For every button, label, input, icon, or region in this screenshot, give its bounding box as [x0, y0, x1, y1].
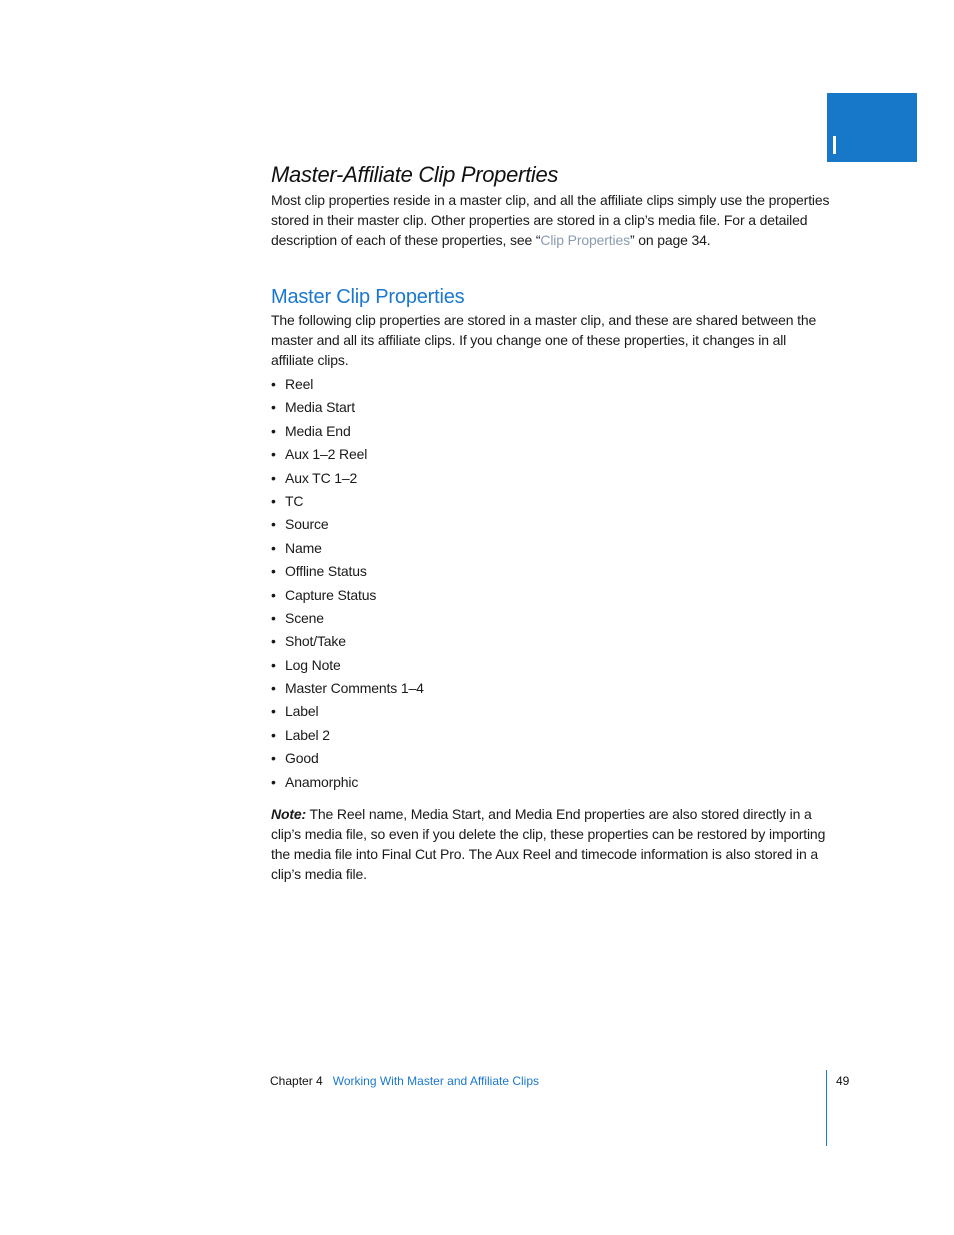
- bullet-icon: •: [271, 563, 276, 580]
- list-item: • Source: [271, 513, 424, 536]
- subsection-title: Master Clip Properties: [271, 286, 465, 308]
- list-item: • Scene: [271, 607, 424, 630]
- list-item: • Capture Status: [271, 584, 424, 607]
- list-item: • Name: [271, 537, 424, 560]
- section-intro: [271, 190, 831, 250]
- list-item: • Anamorphic: [271, 771, 424, 794]
- page-footer: [270, 1073, 539, 1089]
- note-label: Note:: [271, 806, 307, 822]
- bullet-icon: •: [271, 680, 276, 697]
- list-item: • Aux TC 1–2: [271, 467, 424, 490]
- list-item: • Shot/Take: [271, 630, 424, 653]
- clip-properties-link[interactable]: Clip Properties: [540, 232, 630, 248]
- chapter-tab-bar-icon: [833, 136, 836, 154]
- bullet-icon: •: [271, 399, 276, 416]
- page-content: [271, 160, 831, 882]
- footer-chapter: Chapter 4: [270, 1074, 323, 1088]
- list-item: • Offline Status: [271, 560, 424, 583]
- subsection-intro: The following clip properties are stored in a master clip, and these are shared between the master and all its affiliate clips. If you change one of these properties, it changes in all affiliate clips.: [271, 312, 817, 368]
- bullet-icon: •: [271, 773, 276, 790]
- master-clip-properties-list: [271, 373, 424, 794]
- list-item: • Good: [271, 747, 424, 770]
- page-number: 49: [836, 1074, 850, 1088]
- list-item: • Media Start: [271, 396, 424, 419]
- bullet-icon: •: [271, 703, 276, 720]
- list-item: • Log Note: [271, 654, 424, 677]
- list-item: • Label 2: [271, 724, 424, 747]
- list-item: • Label: [271, 700, 424, 723]
- note-text: The Reel name, Media Start, and Media End properties are also stored directly in a clip’s media file, so even if you delete the clip, these properties can be restored by importing the media file into Final Cut Pro. The Aux Reel and timecode information is also stored in a clip’s media file.: [271, 806, 826, 882]
- bullet-icon: •: [271, 516, 276, 533]
- footer-chapter-title: Working With Master and Affiliate Clips: [332, 1074, 540, 1088]
- bullet-icon: •: [271, 586, 276, 603]
- list-item: • Media End: [271, 420, 424, 443]
- bullet-icon: •: [271, 446, 276, 463]
- list-item: • Aux 1–2 Reel: [271, 443, 424, 466]
- bullet-icon: •: [271, 633, 276, 650]
- bullet-icon: •: [271, 609, 276, 626]
- bullet-icon: •: [271, 750, 276, 767]
- list-item: • Reel: [271, 373, 424, 396]
- bullet-icon: •: [271, 726, 276, 743]
- chapter-tab-marker: [827, 93, 917, 162]
- bullet-icon: •: [271, 376, 276, 392]
- bullet-icon: •: [271, 656, 276, 673]
- note-paragraph: [271, 804, 831, 884]
- intro-text: Most clip properties reside in a master clip, and all the affiliate clips simply use the properties stored in their master clip. Other properties are stored in a clip’s media file. For a detailed description of each of these properties, see “: [271, 192, 830, 248]
- section-title: Master-Affiliate Clip Properties: [271, 162, 559, 187]
- list-item: • Master Comments 1–4: [271, 677, 424, 700]
- bullet-icon: •: [271, 539, 276, 556]
- list-item: • TC: [271, 490, 424, 513]
- intro-text-end: ” on page 34.: [629, 232, 711, 248]
- bullet-icon: •: [271, 422, 276, 439]
- footer-divider: [826, 1070, 827, 1146]
- bullet-icon: •: [271, 492, 276, 509]
- bullet-icon: •: [271, 469, 276, 486]
